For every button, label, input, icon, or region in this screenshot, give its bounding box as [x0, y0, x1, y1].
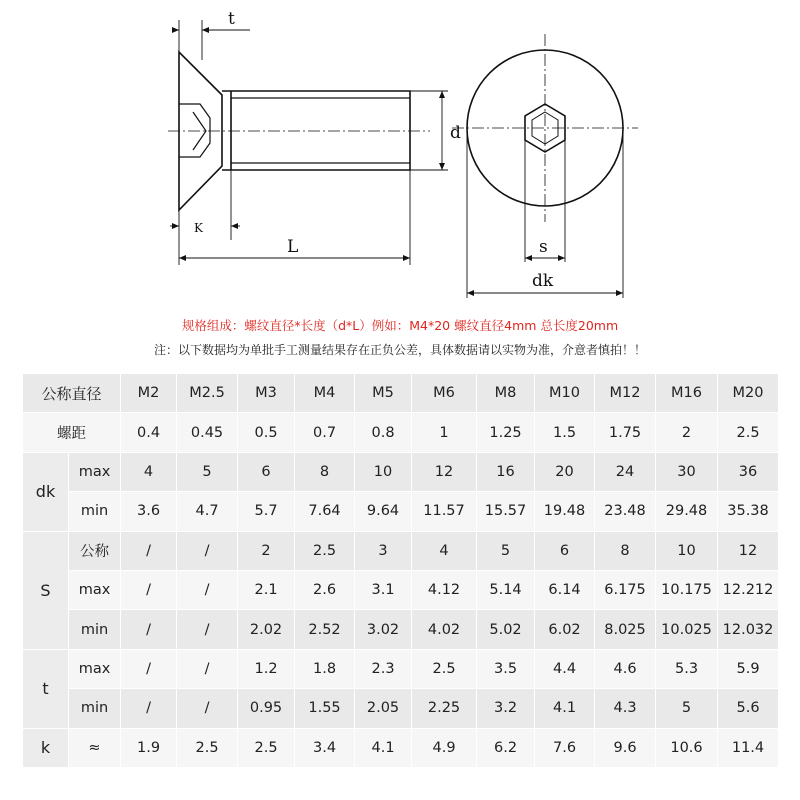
dk-min-value-m10: 19.48	[535, 492, 595, 531]
s-min-label: min	[69, 610, 121, 649]
t-max-value-m16: 5.3	[656, 649, 718, 688]
dk-group-label: dk	[23, 452, 69, 531]
screw-technical-drawing	[0, 0, 800, 310]
pitch-value-m8: 1.25	[477, 413, 535, 452]
t-min-value-m10: 4.1	[535, 689, 595, 728]
pitch-value-m2: 0.4	[121, 413, 177, 452]
k-row	[23, 728, 779, 767]
t-max-label: max	[69, 649, 121, 688]
label-d: d	[450, 123, 461, 143]
s-max-value-m16: 10.175	[656, 570, 718, 609]
dk-max-value-m2-5: 5	[177, 452, 238, 491]
t-max-value-m8: 3.5	[477, 649, 535, 688]
t-max-value-m2-5: /	[177, 649, 238, 688]
s-min-value-m2-5: /	[177, 610, 238, 649]
dk-max-value-m6: 12	[412, 452, 477, 491]
k-value-m2-5: 2.5	[177, 728, 238, 767]
t-min-value-m8: 3.2	[477, 689, 535, 728]
dk-min-value-m3: 5.7	[238, 492, 295, 531]
t-max-value-m4: 1.8	[295, 649, 355, 688]
s-min-value-m3: 2.02	[238, 610, 295, 649]
size-header-m12: M12	[595, 374, 656, 413]
t-min-value-m16: 5	[656, 689, 718, 728]
s-max-value-m2: /	[121, 570, 177, 609]
s-max-value-m3: 2.1	[238, 570, 295, 609]
t-group-label: t	[23, 649, 69, 728]
k-value-m16: 10.6	[656, 728, 718, 767]
dk-max-value-m4: 8	[295, 452, 355, 491]
dk-min-value-m4: 7.64	[295, 492, 355, 531]
k-value-m3: 2.5	[238, 728, 295, 767]
dk-max-value-m8: 16	[477, 452, 535, 491]
dk-max-value-m2: 4	[121, 452, 177, 491]
t-max-value-m5: 2.3	[355, 649, 412, 688]
s-max-value-m2-5: /	[177, 570, 238, 609]
size-header-m20: M20	[718, 374, 779, 413]
s-min-row	[23, 610, 779, 649]
s-nominal-value-m8: 5	[477, 531, 535, 570]
s-min-value-m6: 4.02	[412, 610, 477, 649]
dk-min-value-m6: 11.57	[412, 492, 477, 531]
dk-max-value-m10: 20	[535, 452, 595, 491]
s-max-row	[23, 570, 779, 609]
t-max-value-m10: 4.4	[535, 649, 595, 688]
dk-min-value-m5: 9.64	[355, 492, 412, 531]
pitch-value-m16: 2	[656, 413, 718, 452]
t-min-value-m5: 2.05	[355, 689, 412, 728]
s-min-value-m20: 12.032	[718, 610, 779, 649]
k-value-m12: 9.6	[595, 728, 656, 767]
size-header-m16: M16	[656, 374, 718, 413]
s-nominal-value-m2-5: /	[177, 531, 238, 570]
size-header-m10: M10	[535, 374, 595, 413]
measurement-disclaimer: 注：以下数据均为单批手工测量结果存在正负公差，具体数据请以实物为准，介意者慎拍！！	[153, 343, 646, 357]
label-k: K	[194, 221, 203, 235]
k-label: k	[23, 728, 69, 767]
dk-max-label: max	[69, 452, 121, 491]
nominal-diameter-header: 公称直径	[23, 374, 121, 413]
t-max-value-m20: 5.9	[718, 649, 779, 688]
t-max-row	[23, 649, 779, 688]
label-L: L	[287, 237, 299, 257]
t-min-value-m4: 1.55	[295, 689, 355, 728]
s-min-value-m12: 8.025	[595, 610, 656, 649]
t-max-value-m3: 1.2	[238, 649, 295, 688]
k-value-m4: 3.4	[295, 728, 355, 767]
t-min-value-m6: 2.25	[412, 689, 477, 728]
t-min-value-m3: 0.95	[238, 689, 295, 728]
spec-composition-note: 规格组成：螺纹直径*长度（d*L）例如：M4*20 螺纹直径4mm 总长度20mm	[181, 318, 619, 333]
label-dk: dk	[532, 271, 554, 291]
s-nominal-value-m10: 6	[535, 531, 595, 570]
s-min-value-m4: 2.52	[295, 610, 355, 649]
dk-max-value-m3: 6	[238, 452, 295, 491]
s-nominal-value-m16: 10	[656, 531, 718, 570]
k-value-m6: 4.9	[412, 728, 477, 767]
size-header-m8: M8	[477, 374, 535, 413]
label-t: t	[228, 9, 235, 29]
screw-shank-outline	[222, 91, 410, 170]
s-max-value-m20: 12.212	[718, 570, 779, 609]
s-min-value-m8: 5.02	[477, 610, 535, 649]
pitch-label: 螺距	[23, 413, 121, 452]
s-max-label: max	[69, 570, 121, 609]
s-max-value-m8: 5.14	[477, 570, 535, 609]
s-nominal-value-m12: 8	[595, 531, 656, 570]
s-nominal-value-m6: 4	[412, 531, 477, 570]
dk-max-row	[23, 452, 779, 491]
pitch-value-m12: 1.75	[595, 413, 656, 452]
dk-min-value-m2-5: 4.7	[177, 492, 238, 531]
s-max-value-m6: 4.12	[412, 570, 477, 609]
t-min-label: min	[69, 689, 121, 728]
t-max-value-m12: 4.6	[595, 649, 656, 688]
dk-min-value-m16: 29.48	[656, 492, 718, 531]
end-view	[452, 34, 638, 298]
dk-min-value-m2: 3.6	[121, 492, 177, 531]
pitch-value-m3: 0.5	[238, 413, 295, 452]
s-nominal-value-m20: 12	[718, 531, 779, 570]
s-nominal-label: 公称	[69, 531, 121, 570]
t-min-value-m2-5: /	[177, 689, 238, 728]
dk-min-value-m12: 23.48	[595, 492, 656, 531]
k-value-m2: 1.9	[121, 728, 177, 767]
pitch-row	[23, 413, 779, 452]
s-min-value-m16: 10.025	[656, 610, 718, 649]
t-min-row	[23, 689, 779, 728]
s-nominal-value-m4: 2.5	[295, 531, 355, 570]
s-group-label: S	[23, 531, 69, 649]
s-max-value-m5: 3.1	[355, 570, 412, 609]
t-min-value-m20: 5.6	[718, 689, 779, 728]
table-header-row	[23, 374, 779, 413]
s-nominal-value-m3: 2	[238, 531, 295, 570]
k-value-m5: 4.1	[355, 728, 412, 767]
s-nominal-value-m2: /	[121, 531, 177, 570]
k-approx-label: ≈	[69, 728, 121, 767]
s-max-value-m10: 6.14	[535, 570, 595, 609]
pitch-value-m4: 0.7	[295, 413, 355, 452]
pitch-value-m6: 1	[412, 413, 477, 452]
s-max-value-m12: 6.175	[595, 570, 656, 609]
size-header-m5: M5	[355, 374, 412, 413]
size-header-m2: M2	[121, 374, 177, 413]
side-view	[168, 20, 448, 265]
dk-max-value-m16: 30	[656, 452, 718, 491]
dk-max-value-m5: 10	[355, 452, 412, 491]
t-min-value-m2: /	[121, 689, 177, 728]
t-min-value-m12: 4.3	[595, 689, 656, 728]
size-header-m3: M3	[238, 374, 295, 413]
dk-min-label: min	[69, 492, 121, 531]
k-value-m8: 6.2	[477, 728, 535, 767]
pitch-value-m5: 0.8	[355, 413, 412, 452]
s-nominal-row	[23, 531, 779, 570]
dk-min-value-m8: 15.57	[477, 492, 535, 531]
size-header-m6: M6	[412, 374, 477, 413]
label-s: s	[539, 237, 548, 257]
s-min-value-m10: 6.02	[535, 610, 595, 649]
pitch-value-m10: 1.5	[535, 413, 595, 452]
k-value-m10: 7.6	[535, 728, 595, 767]
s-max-value-m4: 2.6	[295, 570, 355, 609]
t-max-value-m2: /	[121, 649, 177, 688]
dk-max-value-m20: 36	[718, 452, 779, 491]
t-max-value-m6: 2.5	[412, 649, 477, 688]
pitch-value-m20: 2.5	[718, 413, 779, 452]
s-min-value-m5: 3.02	[355, 610, 412, 649]
size-header-m2-5: M2.5	[177, 374, 238, 413]
pitch-value-m2-5: 0.45	[177, 413, 238, 452]
dk-max-value-m12: 24	[595, 452, 656, 491]
dk-min-row	[23, 492, 779, 531]
s-nominal-value-m5: 3	[355, 531, 412, 570]
k-value-m20: 11.4	[718, 728, 779, 767]
s-min-value-m2: /	[121, 610, 177, 649]
spec-table	[22, 373, 779, 768]
size-header-m4: M4	[295, 374, 355, 413]
dk-min-value-m20: 35.38	[718, 492, 779, 531]
